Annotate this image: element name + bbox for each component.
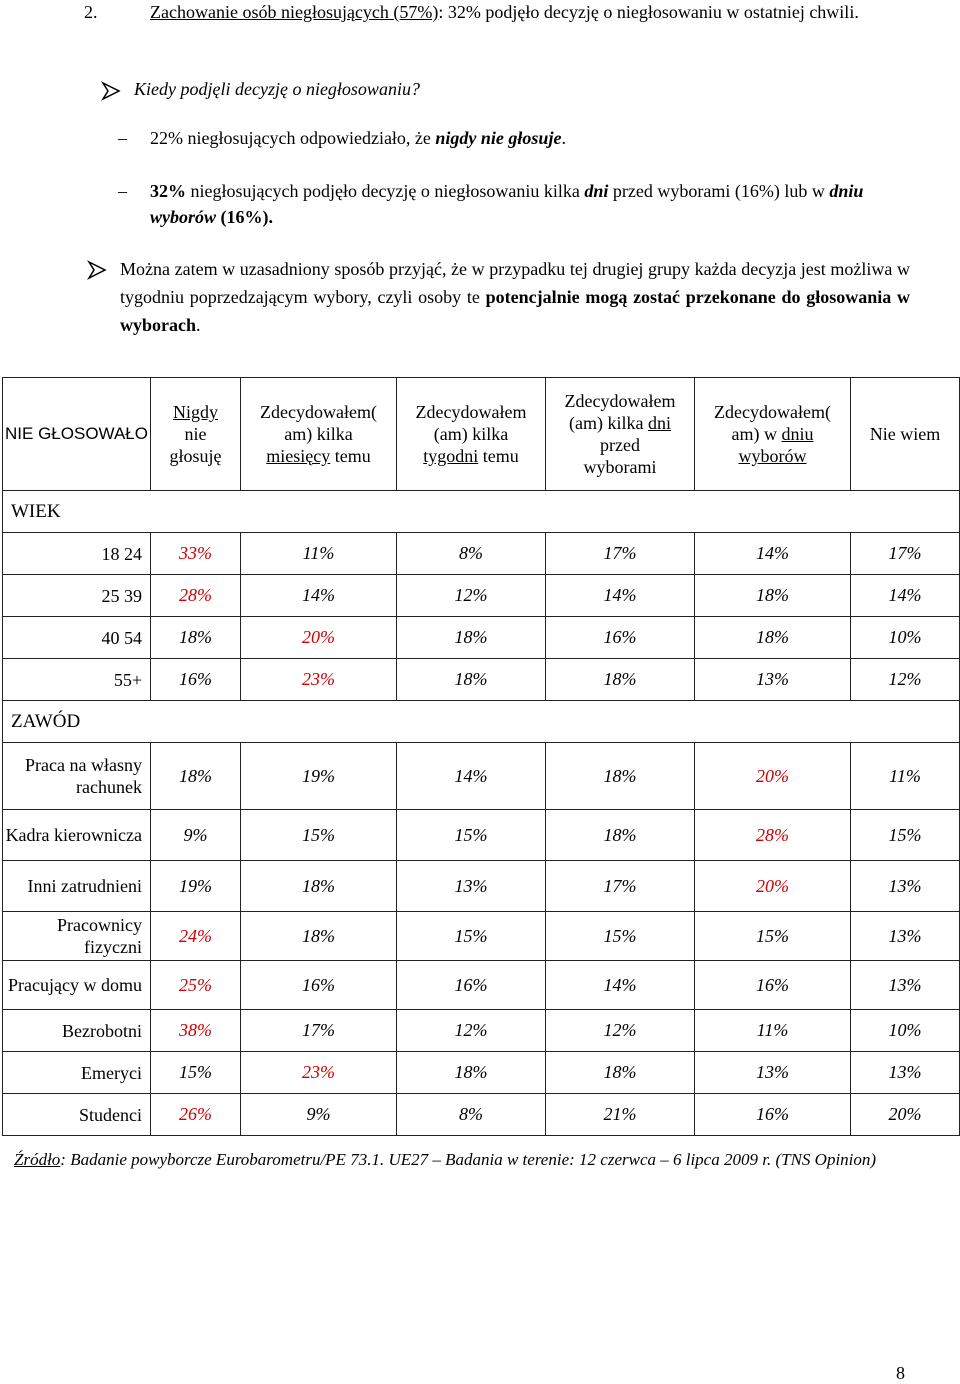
bullet-conclusion: Można zatem w uzasadniony sposób przyjąć, że w przypadku tej drugiej grupy każda decyzja jest możliwa w tygodniu poprzedzającym wybory, czyli osoby te potencjalnie mogą zostać przekonane do głosowania w wyborach.	[120, 259, 910, 335]
value-cell: 12%	[546, 1010, 695, 1052]
value-cell: 9%	[151, 810, 241, 861]
value-cell: 18%	[695, 575, 851, 617]
value-cell: 14%	[695, 533, 851, 575]
value-cell: 16%	[695, 1094, 851, 1136]
value-cell: 18%	[241, 912, 397, 961]
value-cell: 17%	[546, 533, 695, 575]
value-cell: 18%	[546, 743, 695, 810]
arrow-bullet-icon	[86, 259, 108, 281]
value-cell: 24%	[151, 912, 241, 961]
value-cell: 8%	[397, 533, 546, 575]
table-row	[3, 1052, 960, 1094]
value-cell: 23%	[241, 1052, 397, 1094]
table-row	[3, 617, 960, 659]
value-cell: 16%	[397, 961, 546, 1010]
non-voters-table	[2, 377, 960, 1136]
source-note: Źródło: Badanie powyborcze Eurobarometru/PE 73.1. UE27 – Badania w terenie: 12 czerwca – 6 lipca 2009 r. (TNS Opinion)	[14, 1150, 877, 1169]
value-cell: 9%	[241, 1094, 397, 1136]
value-cell: 18%	[397, 617, 546, 659]
value-cell: 19%	[151, 861, 241, 912]
value-cell: 18%	[546, 810, 695, 861]
table-row	[3, 961, 960, 1010]
header-nigdy: Nigdy nie głosuję	[151, 378, 241, 491]
header-tygodni: Zdecydowałem (am) kilka tygodni temu	[397, 378, 546, 491]
value-cell: 13%	[851, 1052, 960, 1094]
table-row	[3, 575, 960, 617]
value-cell: 18%	[397, 1052, 546, 1094]
table-row	[3, 861, 960, 912]
value-cell: 20%	[695, 861, 851, 912]
value-cell: 18%	[695, 617, 851, 659]
section-title: Zachowanie osób niegłosujących (57%)	[150, 2, 439, 22]
value-cell: 13%	[851, 861, 960, 912]
value-cell: 17%	[546, 861, 695, 912]
value-cell: 14%	[546, 575, 695, 617]
header-nie-wiem: Nie wiem	[851, 378, 960, 491]
value-cell: 12%	[851, 659, 960, 701]
value-cell: 12%	[397, 575, 546, 617]
value-cell: 28%	[151, 575, 241, 617]
row-label: 18 24	[3, 533, 151, 575]
value-cell: 18%	[546, 1052, 695, 1094]
value-cell: 15%	[241, 810, 397, 861]
value-cell: 20%	[695, 743, 851, 810]
table-row	[3, 1010, 960, 1052]
header-dniu: Zdecydowałem( am) w dniu wyborów	[695, 378, 851, 491]
value-cell: 14%	[241, 575, 397, 617]
value-cell: 14%	[546, 961, 695, 1010]
value-cell: 13%	[851, 912, 960, 961]
row-label: 55+	[3, 659, 151, 701]
table-row	[3, 810, 960, 861]
value-cell: 11%	[241, 533, 397, 575]
dash1-emphasis: nigdy nie głosuje	[435, 128, 562, 148]
value-cell: 38%	[151, 1010, 241, 1052]
value-cell: 15%	[851, 810, 960, 861]
value-cell: 15%	[546, 912, 695, 961]
value-cell: 25%	[151, 961, 241, 1010]
row-label: Kadra kierownicza	[3, 810, 151, 861]
table-row	[3, 533, 960, 575]
table-row	[3, 912, 960, 961]
arrow-bullet-icon	[100, 80, 122, 102]
row-label: Studenci	[3, 1094, 151, 1136]
value-cell: 15%	[397, 912, 546, 961]
value-cell: 19%	[241, 743, 397, 810]
row-label: Pracownicy fizyczni	[3, 912, 151, 961]
value-cell: 16%	[151, 659, 241, 701]
value-cell: 16%	[546, 617, 695, 659]
value-cell: 10%	[851, 617, 960, 659]
value-cell: 18%	[241, 861, 397, 912]
row-label: Bezrobotni	[3, 1010, 151, 1052]
header-miesiecy: Zdecydowałem( am) kilka miesięcy temu	[241, 378, 397, 491]
value-cell: 20%	[851, 1094, 960, 1136]
value-cell: 15%	[695, 912, 851, 961]
table-row	[3, 1094, 960, 1136]
value-cell: 33%	[151, 533, 241, 575]
value-cell: 16%	[241, 961, 397, 1010]
value-cell: 11%	[851, 743, 960, 810]
value-cell: 13%	[695, 659, 851, 701]
value-cell: 18%	[151, 743, 241, 810]
table-header-row	[3, 378, 960, 491]
table-row	[3, 743, 960, 810]
value-cell: 20%	[241, 617, 397, 659]
value-cell: 13%	[695, 1052, 851, 1094]
value-cell: 11%	[695, 1010, 851, 1052]
value-cell: 17%	[241, 1010, 397, 1052]
value-cell: 18%	[397, 659, 546, 701]
value-cell: 21%	[546, 1094, 695, 1136]
header-dni: Zdecydowałem (am) kilka dni przed wyborami	[546, 378, 695, 491]
row-label: Pracujący w domu	[3, 961, 151, 1010]
section-number: 2.	[84, 2, 98, 22]
table-row	[3, 659, 960, 701]
value-cell: 17%	[851, 533, 960, 575]
value-cell: 15%	[151, 1052, 241, 1094]
value-cell: 15%	[397, 810, 546, 861]
value-cell: 16%	[695, 961, 851, 1010]
value-cell: 14%	[851, 575, 960, 617]
value-cell: 13%	[851, 961, 960, 1010]
value-cell: 26%	[151, 1094, 241, 1136]
value-cell: 13%	[397, 861, 546, 912]
header-nie-glosowalo: NIE GŁOSOWAŁO	[3, 378, 151, 491]
page-number: 8	[896, 1363, 905, 1383]
section-rest: : 32% podjęło decyzję o niegłosowaniu w ostatniej chwili.	[438, 2, 859, 22]
value-cell: 12%	[397, 1010, 546, 1052]
value-cell: 28%	[695, 810, 851, 861]
row-label: Emeryci	[3, 1052, 151, 1094]
value-cell: 23%	[241, 659, 397, 701]
row-label: 25 39	[3, 575, 151, 617]
value-cell: 14%	[397, 743, 546, 810]
bullet-question: Kiedy podjęli decyzję o niegłosowaniu?	[134, 79, 420, 99]
section-heading	[84, 0, 914, 24]
value-cell: 8%	[397, 1094, 546, 1136]
row-label: Inni zatrudnieni	[3, 861, 151, 912]
row-label: 40 54	[3, 617, 151, 659]
value-cell: 18%	[546, 659, 695, 701]
row-label: Praca na własny rachunek	[3, 743, 151, 810]
value-cell: 10%	[851, 1010, 960, 1052]
value-cell: 18%	[151, 617, 241, 659]
group-label-zawod: ZAWÓD	[3, 701, 960, 743]
group-label-wiek: WIEK	[3, 491, 960, 533]
